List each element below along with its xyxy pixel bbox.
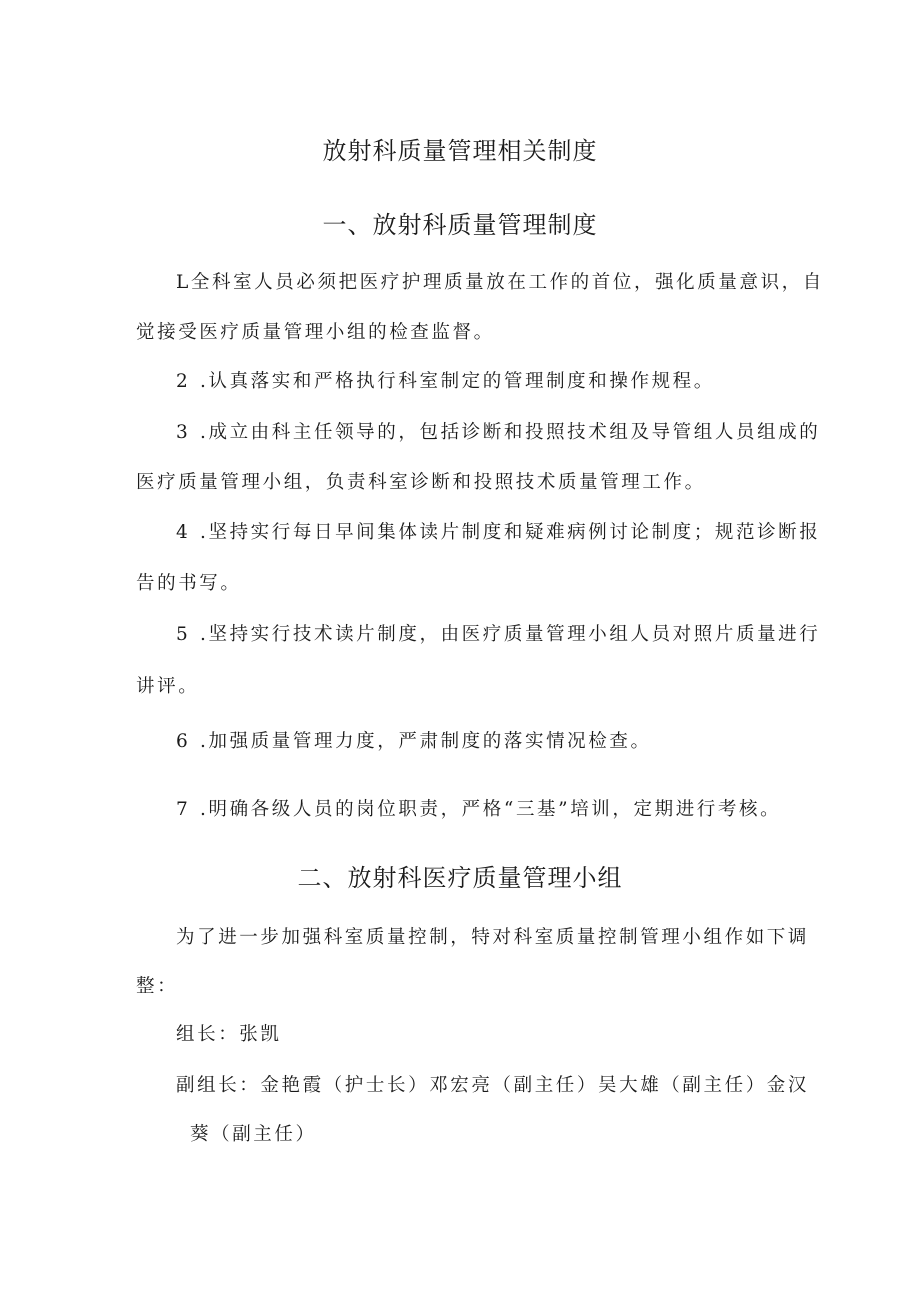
section2-intro-line1: 为了进一步加强科室质量控制，特对科室质量控制管理小组作如下调	[176, 927, 810, 948]
item5-number: 5	[176, 624, 191, 645]
item7-text: .明确各级人员的岗位职责，严格“三基”培训，定期进行考核。	[200, 799, 782, 820]
deputy-leaders-line2: 葵（副主任）	[190, 1124, 317, 1145]
item4-line2: 告的书写。	[136, 573, 242, 594]
item3-number: 3	[176, 422, 191, 443]
item5-text: .坚持实行技术读片制度，由医疗质量管理小组人员对照片质量进行	[200, 624, 821, 645]
group-leader: 组长：张凯	[176, 1024, 282, 1045]
item4-line1	[176, 518, 820, 544]
item3-text: .成立由科主任领导的，包括诊断和投照技术组及导管组人员组成的	[200, 422, 821, 443]
item4-text: .坚持实行每日早间集体读片制度和疑难病例讨论制度；规范诊断报	[200, 522, 821, 543]
item7-number: 7	[176, 799, 191, 820]
deputy-leaders-line1: 副组长：金艳霞（护士长）邓宏亮（副主任）吴大雄（副主任）金汉	[176, 1075, 810, 1096]
section2-heading: 二、放射科医疗质量管理小组	[297, 864, 623, 892]
item4-number: 4	[176, 522, 191, 543]
item2-text: .认真落实和严格执行科室制定的管理制度和操作规程。	[200, 371, 715, 392]
item5-line2: 讲评。	[136, 676, 200, 697]
item6-text: .加强质量管理力度，严肃制度的落实情况检查。	[200, 731, 652, 752]
document-title: 放射科质量管理相关制度	[322, 137, 598, 165]
item7-line1	[176, 795, 781, 821]
item3-line2: 医疗质量管理小组，负责科室诊断和投照技术质量管理工作。	[136, 472, 706, 493]
item2-number: 2	[176, 371, 191, 392]
item1-line1: L全科室人员必须把医疗护理质量放在工作的首位，强化质量意识，自	[176, 272, 824, 293]
item6-line1	[176, 727, 652, 753]
item5-line1	[176, 620, 820, 646]
section1-heading: 一、放射科质量管理制度	[322, 211, 598, 239]
item2-line1	[176, 367, 715, 393]
item6-number: 6	[176, 731, 191, 752]
item1-line2: 觉接受医疗质量管理小组的检查监督。	[136, 322, 495, 343]
item3-line1	[176, 418, 820, 444]
section2-intro-line2: 整：	[136, 976, 179, 997]
